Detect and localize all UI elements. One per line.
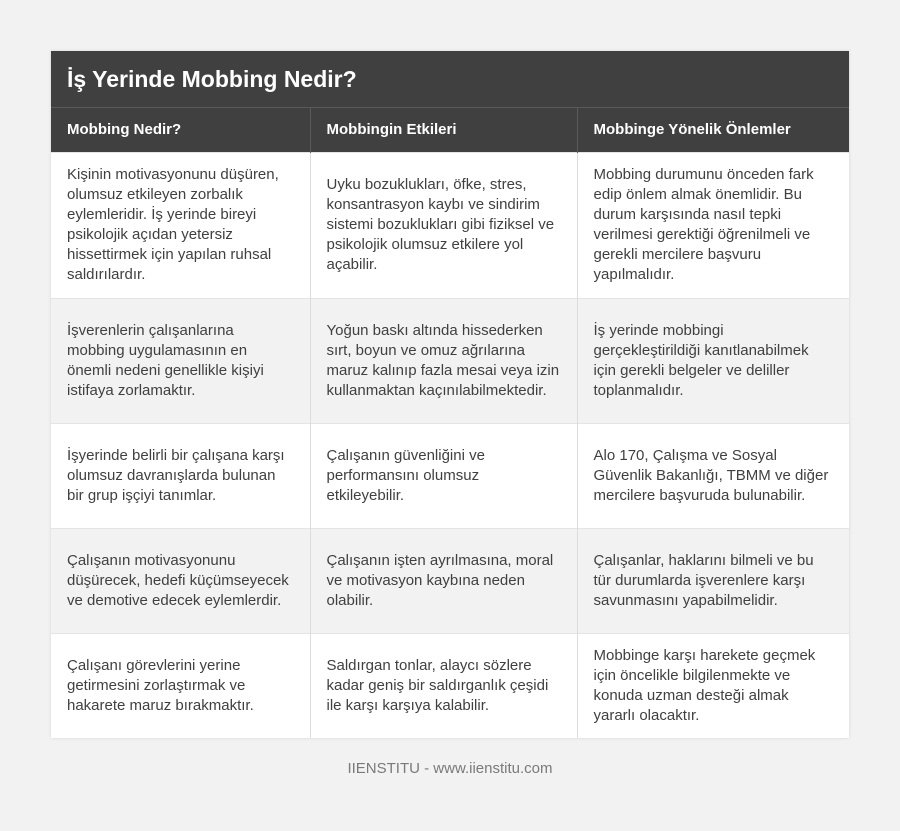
- table-cell: Alo 170, Çalışma ve Sosyal Güvenlik Bakanlığı, TBMM ve diğer mercilere başvuruda bulunabilir.: [577, 423, 849, 528]
- table-cell: Çalışanın motivasyonunu düşürecek, hedefi küçümseyecek ve demotive edecek eylemlerdir.: [51, 528, 310, 633]
- title-bar: [51, 51, 849, 108]
- table-cell: Mobbinge karşı harekete geçmek için öncelikle bilgilenmekte ve konuda uzman desteği almak yararlı olacaktır.: [577, 633, 849, 738]
- table-cell: İşyerinde belirli bir çalışana karşı olumsuz davranışlarda bulunan bir grup işçiyi tanımlar.: [51, 423, 310, 528]
- table-cell: Kişinin motivasyonunu düşüren, olumsuz etkileyen zorbalık eylemleridir. İş yerinde bireyi psikolojik açıdan yetersiz hissettirmek için yapılan ruhsal saldırılardır.: [51, 152, 310, 298]
- table-cell: Yoğun baskı altında hissederken sırt, boyun ve omuz ağrılarına maruz kalınıp fazla mesai veya izin kullanmaktan kaçınılabilmektedir.: [310, 298, 577, 423]
- column-header-precautions: Mobbinge Yönelik Önlemler: [577, 108, 849, 152]
- table-cell: Çalışanın güvenliğini ve performansını olumsuz etkileyebilir.: [310, 423, 577, 528]
- table-row: [51, 528, 849, 633]
- table-title: İş Yerinde Mobbing Nedir?: [67, 65, 357, 92]
- table-cell: Uyku bozuklukları, öfke, stres, konsantrasyon kaybı ve sindirim sistemi bozuklukları gibi fiziksel ve psikolojik olumsuz etkilere yol açabilir.: [310, 152, 577, 298]
- footer-credit: IIENSTITU - www.iienstitu.com: [347, 760, 553, 777]
- table-cell: İşverenlerin çalışanlarına mobbing uygulamasının en önemli nedeni genellikle kişiyi istifaya zorlamaktır.: [51, 298, 310, 423]
- table-cell: Çalışanın işten ayrılmasına, moral ve motivasyon kaybına neden olabilir.: [310, 528, 577, 633]
- table-row: [51, 633, 849, 738]
- column-header-definition: Mobbing Nedir?: [51, 108, 310, 152]
- table-cell: Çalışanı görevlerini yerine getirmesini zorlaştırmak ve hakarete maruz bırakmaktır.: [51, 633, 310, 738]
- table-cell: Çalışanlar, haklarını bilmeli ve bu tür durumlarda işverenlere karşı savunmasını yapabilmelidir.: [577, 528, 849, 633]
- table-row: [51, 423, 849, 528]
- table-row: [51, 298, 849, 423]
- table-cell: Saldırgan tonlar, alaycı sözlere kadar geniş bir saldırganlık çeşidi ile karşı karşıya kalabilir.: [310, 633, 577, 738]
- table-cell: Mobbing durumunu önceden fark edip önlem almak önemlidir. Bu durum karşısında nasıl tepki verilmesi gerektiği öğrenilmeli ve gerekli mercilere başvuru yapılmalıdır.: [577, 152, 849, 298]
- mobbing-table-card: [51, 51, 849, 738]
- table-cell: İş yerinde mobbingi gerçekleştirildiği kanıtlanabilmek için gerekli belgeler ve deliller toplanmalıdır.: [577, 298, 849, 423]
- header-row: [51, 108, 849, 152]
- column-header-effects: Mobbingin Etkileri: [310, 108, 577, 152]
- mobbing-table: [51, 108, 849, 738]
- table-row: [51, 152, 849, 298]
